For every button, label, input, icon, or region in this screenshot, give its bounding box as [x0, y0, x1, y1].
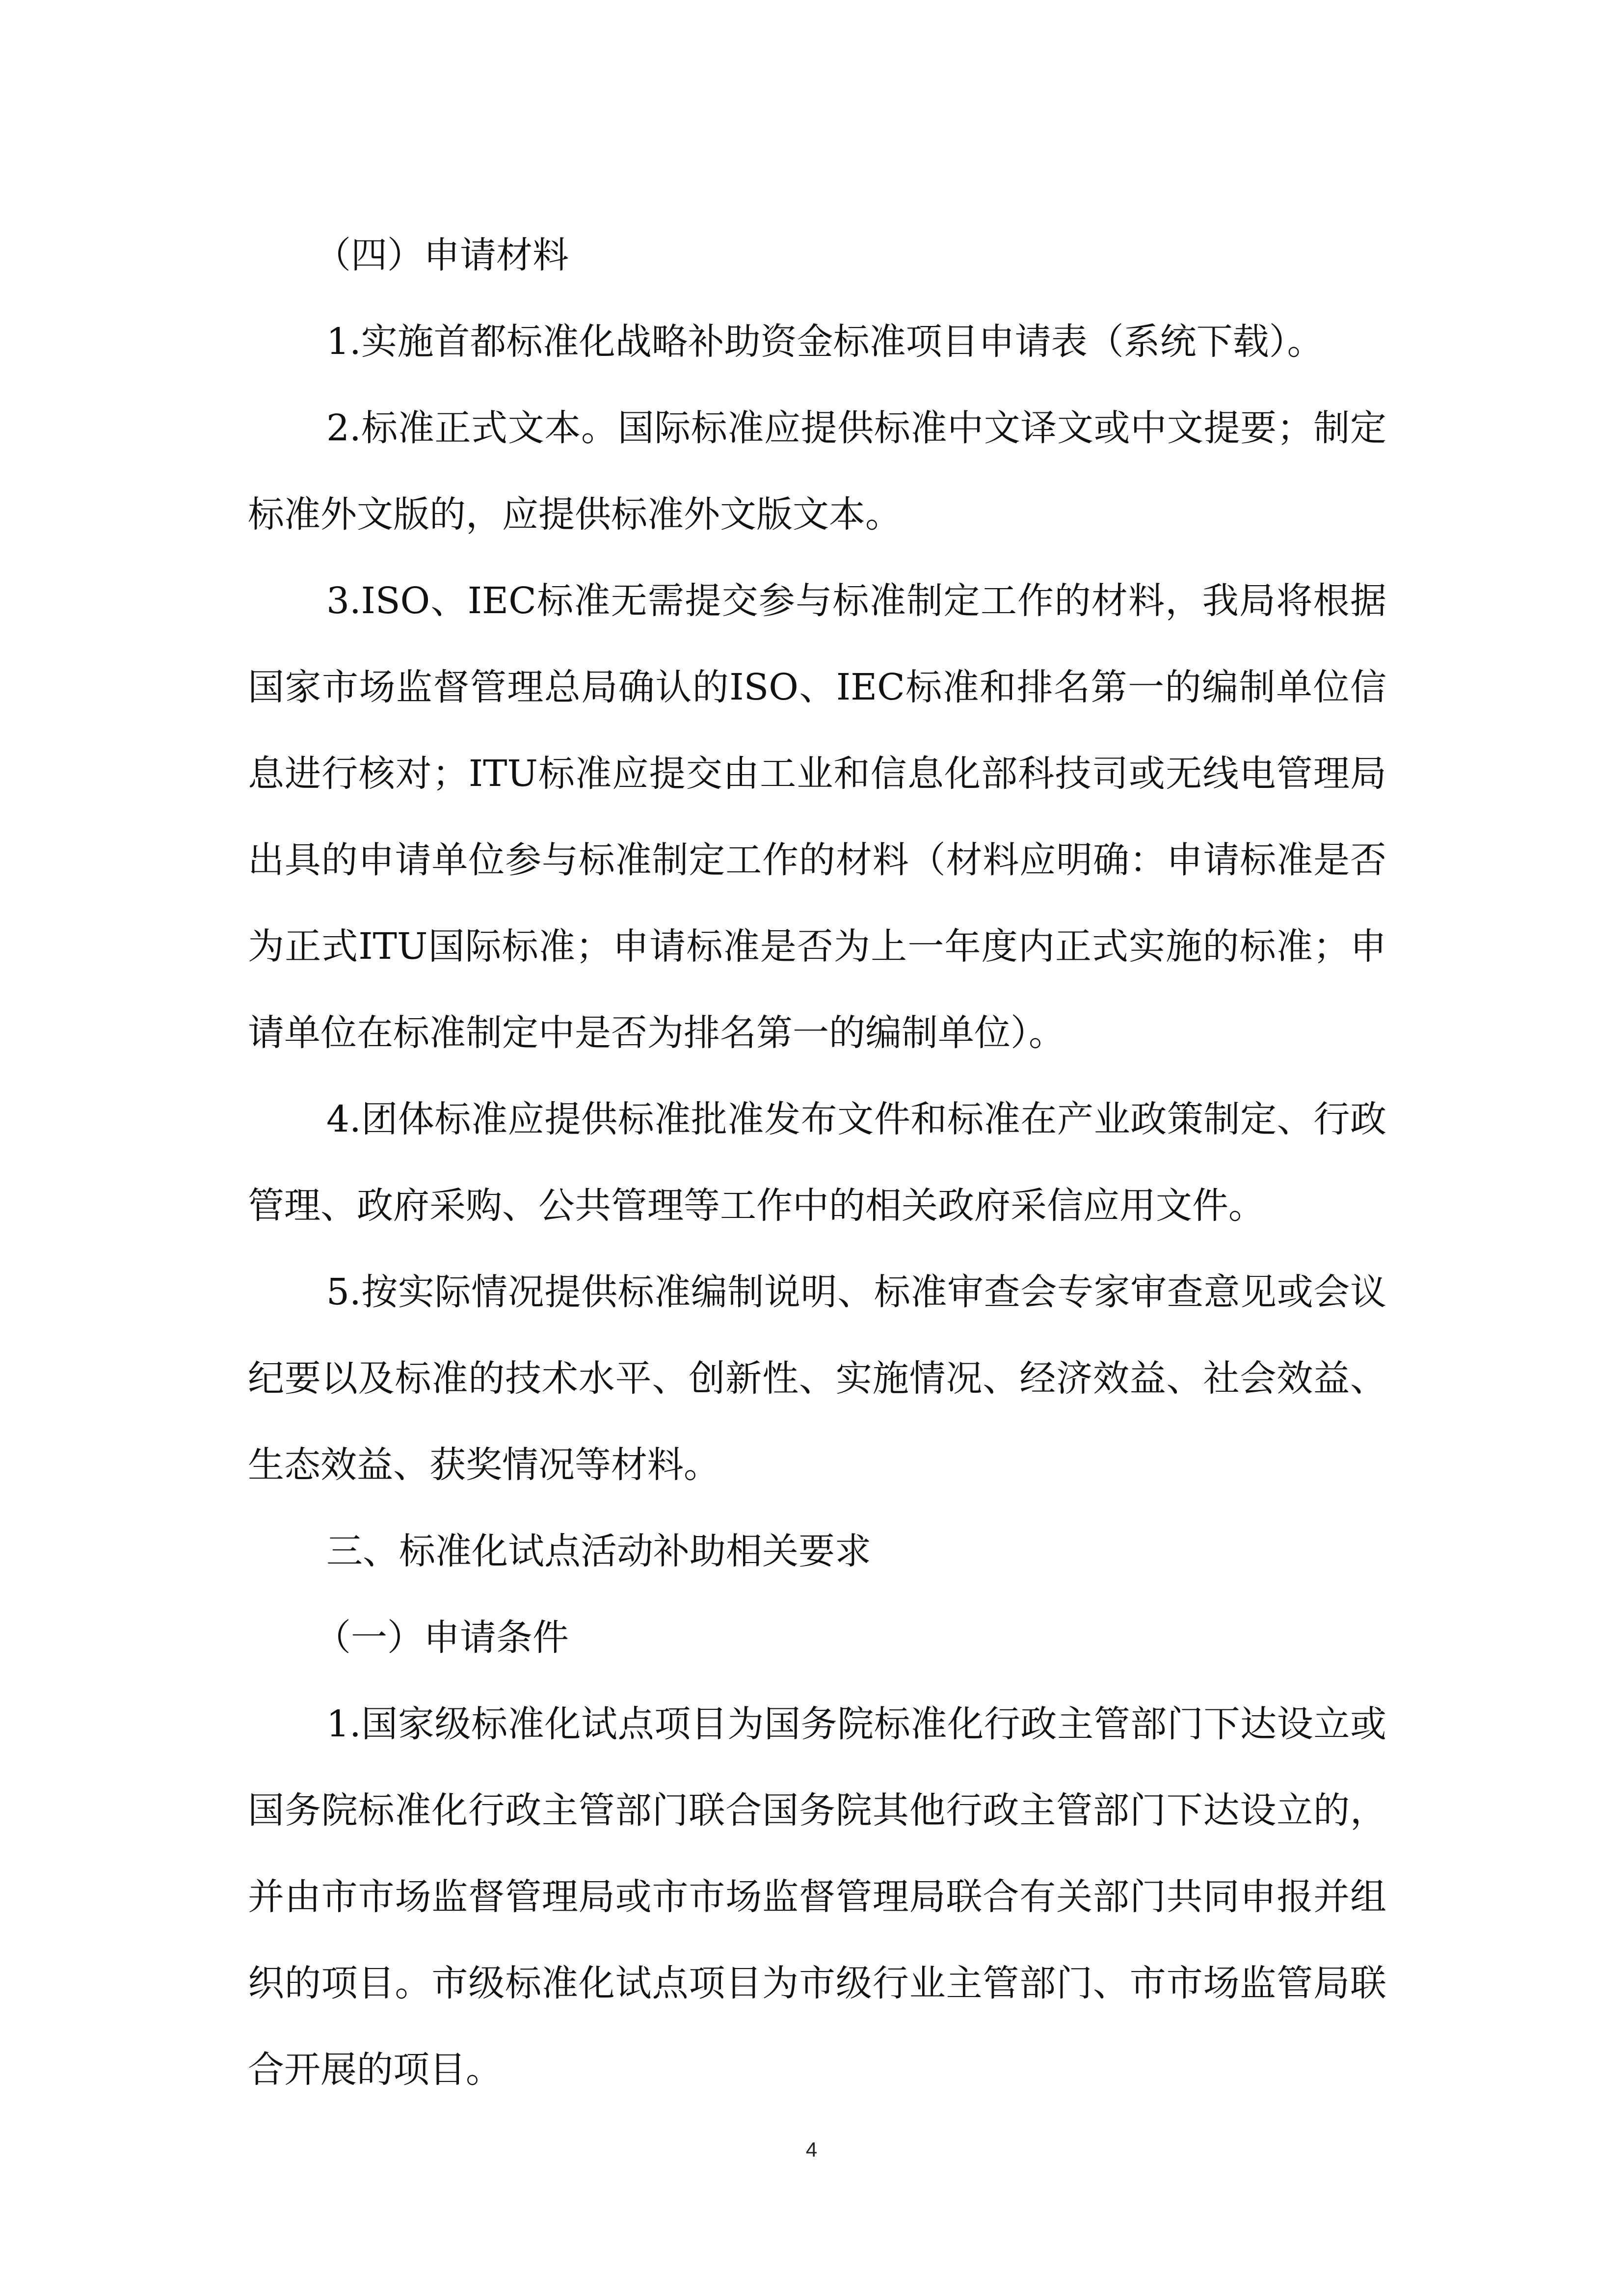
paragraph-item-2: 2.标准正式文本。国际标准应提供标准中文译文或中文提要；制定标准外文版的，应提供标准外文版文本。	[248, 407, 1386, 536]
paragraph-conditions-1: 1.国家级标准化试点项目为国务院标准化行政主管部门下达设立或国务院标准化行政主管部门联合国务院其他行政主管部门下达设立的，并由市市场监督管理局或市市场监督管理局联合有关部门共同申报并组织的项目。市级标准化试点项目为市级行业主管部门、市市场监管局联合开展的项目。	[248, 1703, 1386, 2091]
page-number: 4	[805, 2138, 818, 2161]
section-heading-application-materials: （四）申请材料	[315, 234, 569, 276]
paragraph-item-3: 3.ISO、IEC标准无需提交参与标准制定工作的材料，我局将根据国家市场监督管理总局确认的ISO、IEC标准和排名第一的编制单位信息进行核对；ITU标准应提交由工业和信息化部科技司或无线电管理局出具的申请单位参与标准制定工作的材料（材料应明确：申请标准是否为正式ITU国际标准；申请标准是否为上一年度内正式实施的标准；申请单位在标准制定中是否为排名第一的编制单位）。	[248, 580, 1386, 1054]
section-heading-application-conditions: （一）申请条件	[315, 1617, 569, 1659]
page-body	[248, 212, 1386, 2113]
paragraph-item-5: 5.按实际情况提供标准编制说明、标准审查会专家审查意见或会议纪要以及标准的技术水平、创新性、实施情况、经济效益、社会效益、生态效益、获奖情况等材料。	[248, 1271, 1386, 1486]
paragraph-item-1: 1.实施首都标准化战略补助资金标准项目申请表（系统下载）。	[326, 321, 1324, 363]
section-heading-pilot-requirements: 三、标准化试点活动补助相关要求	[326, 1530, 871, 1572]
paragraph-item-4: 4.团体标准应提供标准批准发布文件和标准在产业政策制定、行政管理、政府采购、公共管理等工作中的相关政府采信应用文件。	[248, 1098, 1386, 1227]
